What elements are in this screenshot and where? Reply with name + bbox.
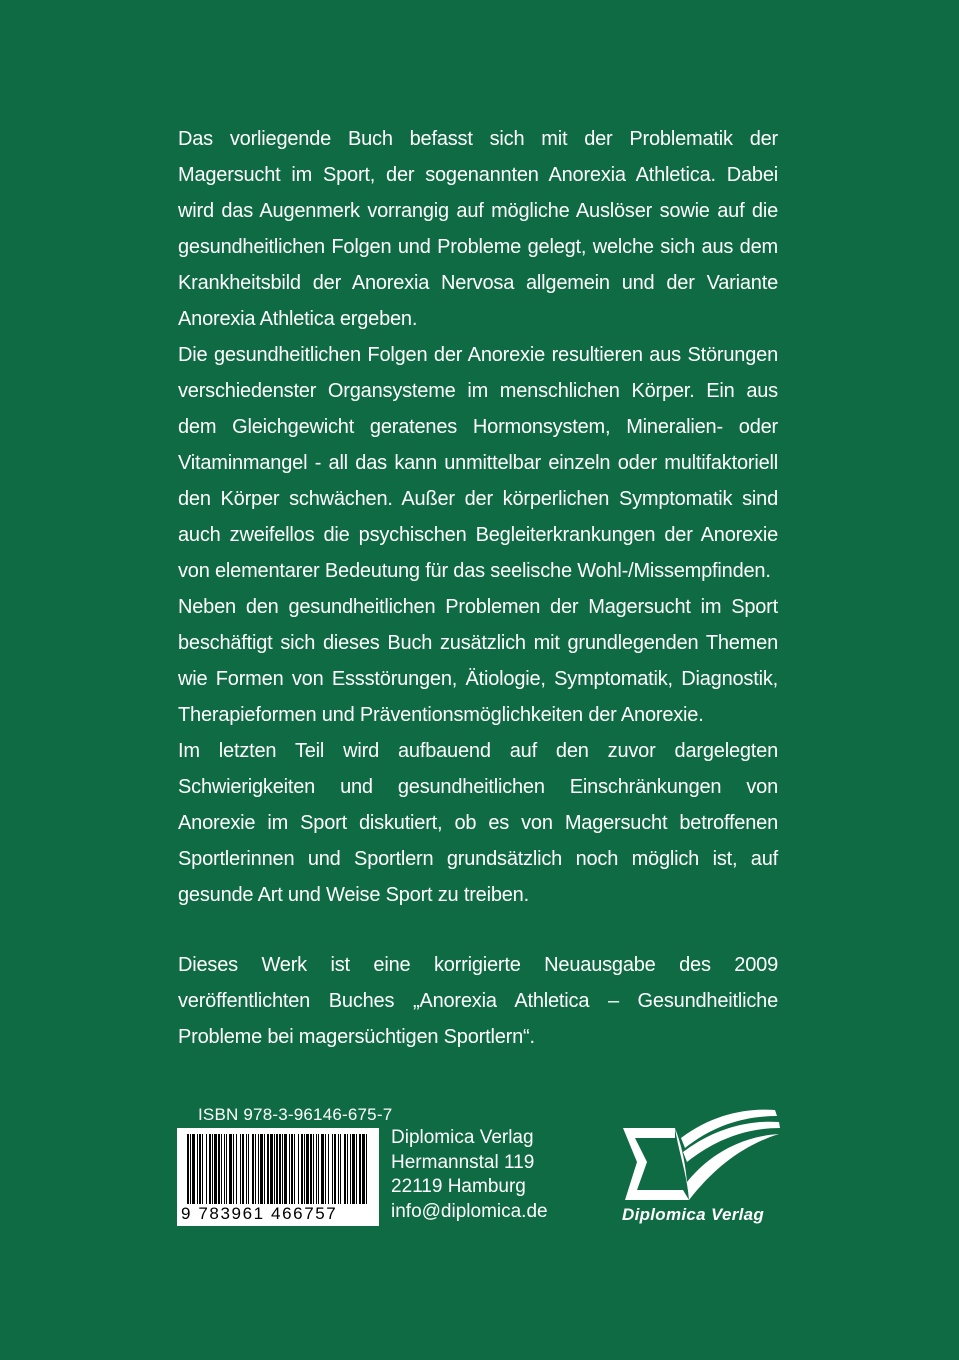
barcode-bar	[279, 1134, 281, 1204]
publisher-name: Diplomica Verlag	[391, 1127, 534, 1148]
barcode-bar	[252, 1134, 254, 1204]
barcode-bar	[313, 1134, 314, 1204]
logo-text: Diplomica Verlag	[622, 1205, 765, 1224]
barcode-bar	[304, 1134, 305, 1204]
barcode-bar	[214, 1134, 217, 1204]
isbn-label: ISBN 978-3-96146-675-7	[198, 1105, 393, 1124]
barcode-bar	[248, 1134, 249, 1204]
barcode-bar	[366, 1134, 367, 1204]
isbn-barcode	[177, 1128, 379, 1226]
barcode-bar	[298, 1134, 299, 1204]
barcode-bar	[218, 1134, 220, 1204]
barcode-bar	[202, 1134, 203, 1204]
barcode-bar	[325, 1134, 326, 1204]
blurb-paragraph-4: Im letzten Teil wird aufbauend auf den zuvor dargelegten Schwierigkeiten und gesundheitlichen Einschränkungen von Anorexie im Sport diskutiert, ob es von Magersucht betroffenen Sportlerinnen und Sportlern grundsätzlich noch möglich ist, auf gesunde Art und Weise Sport zu treiben.	[178, 740, 778, 906]
barcode-bar	[318, 1134, 319, 1204]
barcode-bar	[212, 1134, 213, 1204]
barcode-bar	[258, 1134, 259, 1204]
barcode-bar	[284, 1134, 287, 1204]
barcode-bar	[226, 1134, 227, 1204]
barcode-bar	[362, 1134, 365, 1204]
barcode-bar	[352, 1134, 355, 1204]
barcode-bar	[206, 1134, 207, 1204]
barcode-bar	[267, 1134, 269, 1204]
barcode-bar	[187, 1134, 189, 1204]
barcode-bar	[274, 1134, 275, 1204]
barcode-bar	[221, 1134, 222, 1204]
publisher-email: info@diplomica.de	[391, 1200, 548, 1222]
barcode-bar	[190, 1134, 191, 1204]
blurb-paragraph-3: Neben den gesundheitlichen Problemen der Magersucht im Sport beschäftigt sich dieses Buch zusätzlich mit grundlegenden Themen wie Formen von Essstörungen, Ätiologie, Symptomatik, Diagnostik, Therapieformen und Präventionsmöglichkeiten der Anorexie.	[178, 596, 778, 726]
barcode-bar	[306, 1134, 309, 1204]
barcode-bar	[260, 1134, 263, 1204]
blurb-paragraph-2: Die gesundheitlichen Folgen der Anorexie resultieren aus Störungen verschiedenster Organsysteme im menschlichen Körper. Ein aus dem Gleichgewicht geratenes Hormonsystem, Mineralien- oder Vitaminmangel - all das kann unmittelbar einzeln oder multifaktoriell den Körper schwächen. Außer der körperlichen Symptomatik sind auch zweifellos die psychischen Begleiterkrankungen der Anorexie von elementarer Bedeutung für das seelische Wohl-/Missempfinden.	[178, 344, 778, 582]
barcode-bar	[282, 1134, 283, 1204]
barcode-bar	[197, 1134, 198, 1204]
barcode-bar	[209, 1134, 211, 1204]
barcode-bar	[332, 1134, 333, 1204]
barcode-bar	[229, 1134, 232, 1204]
barcode-bar	[321, 1134, 324, 1204]
publisher-address	[391, 1126, 548, 1224]
publisher-street: Hermannstal 119	[391, 1151, 535, 1173]
barcode-bar	[338, 1134, 339, 1204]
barcode-bar	[347, 1134, 348, 1204]
barcode-bar	[359, 1134, 361, 1204]
barcode-bar	[344, 1134, 346, 1204]
barcode-bar	[240, 1134, 241, 1204]
edition-note: Dieses Werk ist eine korrigierte Neuausgabe des 2009 veröffentlichten Buches „Anorexia Athletica – Gesundheitliche Probleme bei magersüchtigen Sportlern“.	[178, 954, 778, 1048]
barcode-bar	[224, 1134, 225, 1204]
barcode-bar	[192, 1134, 195, 1204]
barcode-bar	[350, 1134, 351, 1204]
barcode-bar	[264, 1134, 265, 1204]
barcode-bar	[242, 1134, 244, 1204]
barcode-bar	[340, 1134, 341, 1204]
blurb-paragraph-1: Das vorliegende Buch befasst sich mit der Problematik der Magersucht im Sport, der sogenannten Anorexia Athletica. Dabei wird das Augenmerk vorrangig auf mögliche Auslöser sowie auf die gesundheitlichen Folgen und Probleme gelegt, welche sich aus dem Krankheitsbild der Anorexia Nervosa allgemein und der Variante Anorexia Athletica ergeben.	[178, 128, 778, 330]
barcode-bar	[356, 1134, 357, 1204]
barcode-bar	[289, 1134, 290, 1204]
barcode-bar	[276, 1134, 278, 1204]
barcode-bar	[199, 1134, 201, 1204]
barcode-bars	[187, 1134, 369, 1204]
barcode-bar	[236, 1134, 237, 1204]
back-cover-blurb	[178, 121, 778, 1055]
barcode-bar	[255, 1134, 256, 1204]
publisher-city: 22119 Hamburg	[391, 1176, 526, 1197]
barcode-bar	[334, 1134, 336, 1204]
barcode-bar	[246, 1134, 247, 1204]
barcode-bar	[233, 1134, 234, 1204]
barcode-digits: 9 783961 466757	[181, 1204, 338, 1223]
barcode-bar	[310, 1134, 312, 1204]
barcode-bar	[301, 1134, 303, 1204]
barcode-bar	[316, 1134, 317, 1204]
barcode-bar	[270, 1134, 273, 1204]
barcode-bar	[291, 1134, 293, 1204]
barcode-bar	[328, 1134, 329, 1204]
barcode-bar	[294, 1134, 295, 1204]
